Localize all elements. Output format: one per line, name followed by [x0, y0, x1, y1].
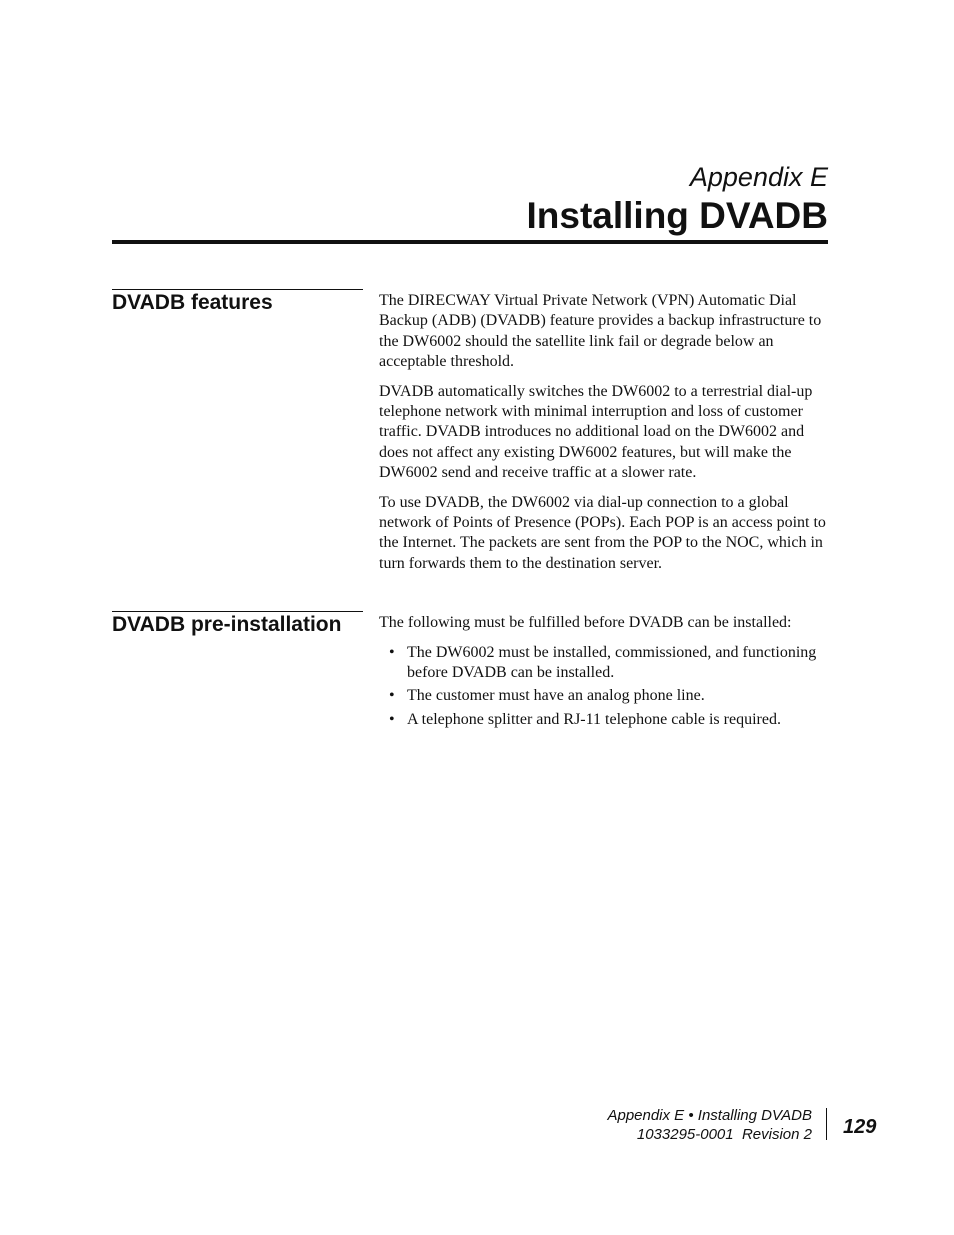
preinstall-body — [379, 613, 831, 733]
list-item-text: The customer must have an analog phone line. — [407, 687, 705, 705]
appendix-label: Appendix E — [689, 162, 828, 192]
bullet-icon: • — [389, 687, 395, 705]
features-paragraph-3: To use DVADB, the DW6002 via dial-up connection to a global network of Points of Presence (POPs). Each POP is an access point to the Internet. The packets are sent from the POP to the NOC, which in turn forwards them to the destination server. — [379, 493, 826, 572]
chapter-title: Installing DVADB — [526, 195, 828, 236]
features-paragraph-1: The DIRECWAY Virtual Private Network (VPN) Automatic Dial Backup (ADB) (DVADB) feature provides a backup infrastructure to the DW6002 should the satellite link fail or degrade below an acceptable threshold. — [379, 292, 822, 370]
list-item-text: The DW6002 must be installed, commissioned, and functioning before DVADB can be installed. — [407, 643, 817, 682]
preinstall-intro: The following must be fulfilled before DVADB can be installed: — [379, 614, 792, 631]
requirements-list — [379, 643, 831, 730]
page-number: 129 — [843, 1116, 877, 1138]
footer-line-title: Appendix E • Installing DVADB — [607, 1107, 812, 1124]
features-paragraph-2: DVADB automatically switches the DW6002 to a terrestrial dial-up telephone network with minimal interruption and loss of customer traffic. DVADB introduces no additional load on the DW6002 and does not affect any existing DW6002 features, but will make the DW6002 send and receive traffic at a slower rate. — [379, 382, 813, 481]
footer-divider — [826, 1108, 827, 1140]
title-rule — [112, 240, 828, 244]
list-item — [379, 643, 831, 684]
footer-text — [607, 1106, 812, 1144]
list-item-text: A telephone splitter and RJ-11 telephone cable is required. — [407, 710, 781, 728]
section-heading-preinstall: DVADB pre-installation — [112, 613, 342, 636]
bullet-icon: • — [389, 710, 395, 728]
bullet-icon: • — [389, 643, 395, 661]
list-item — [379, 686, 831, 706]
list-item — [379, 710, 831, 730]
features-body — [379, 291, 831, 583]
footer-line-revision: 1033295-0001 Revision 2 — [636, 1126, 812, 1143]
section-heading-features: DVADB features — [112, 291, 273, 314]
